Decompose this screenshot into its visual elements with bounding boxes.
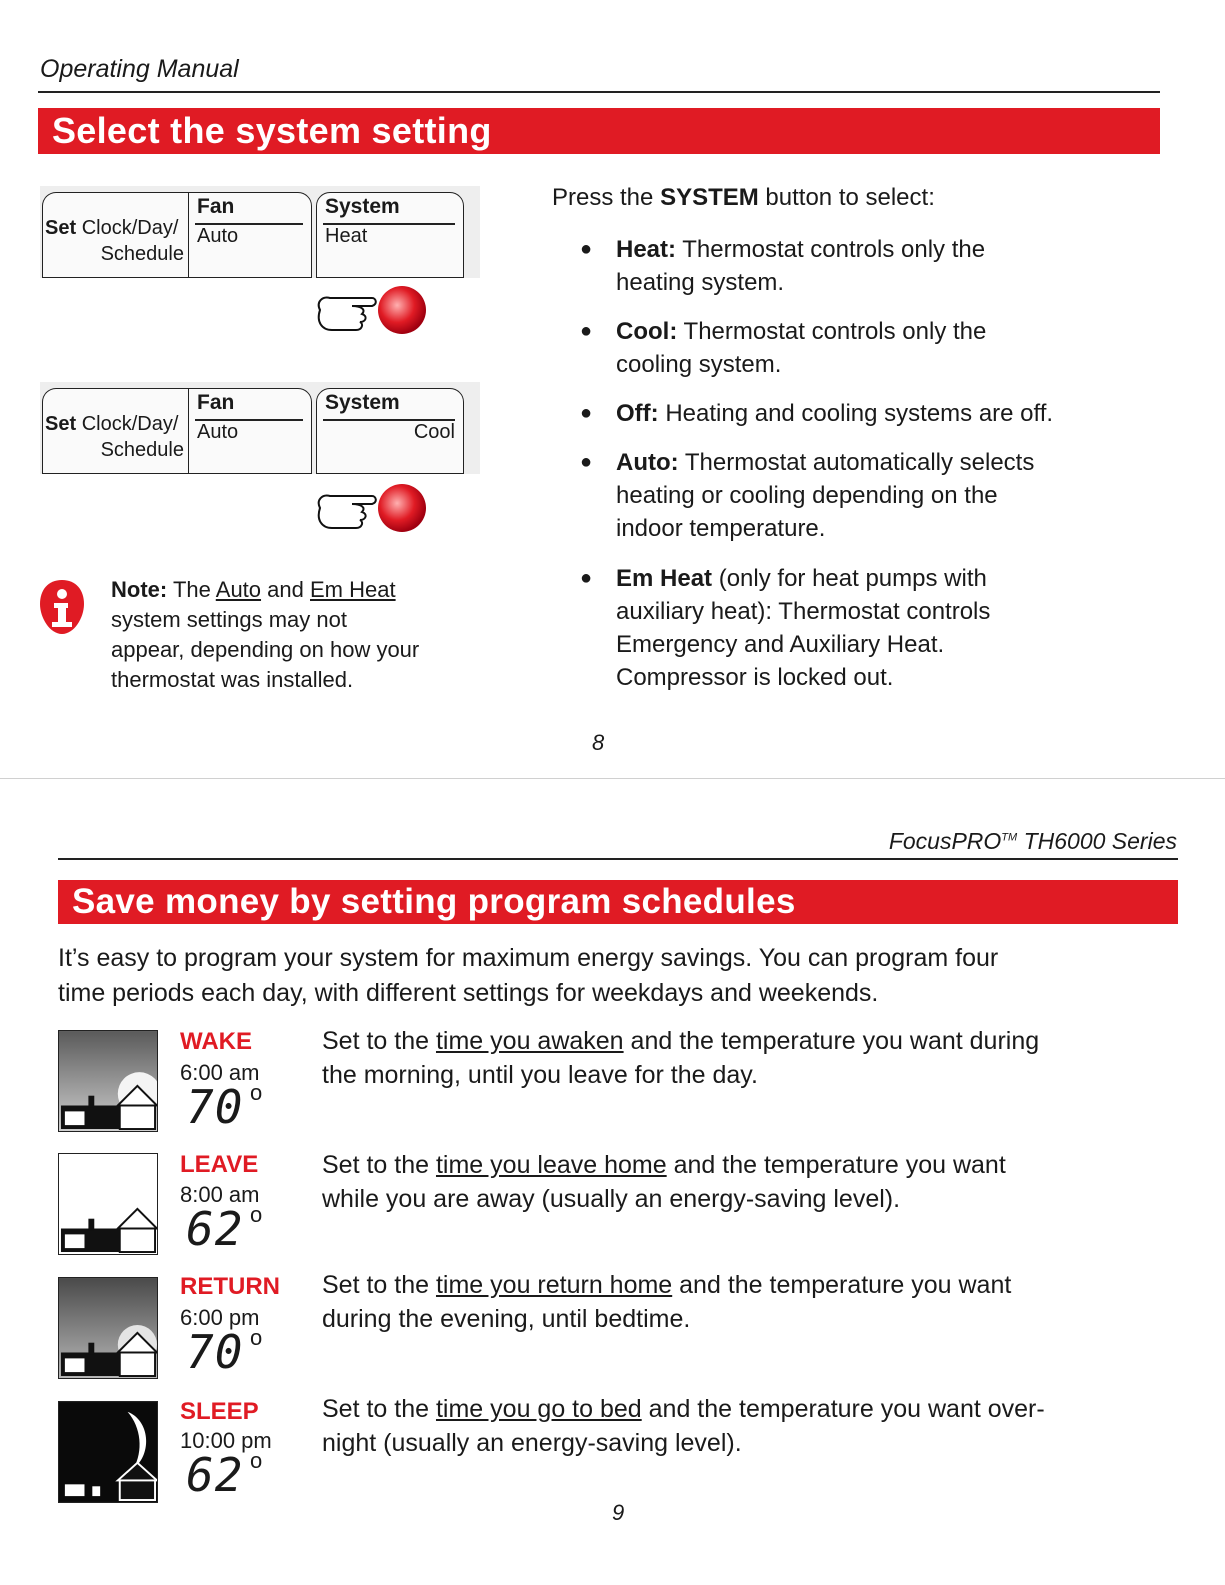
section-banner-schedules <box>58 880 1178 924</box>
set-text-schedule: Schedule <box>100 243 184 265</box>
set-clock-button[interactable] <box>42 192 188 278</box>
banner-title: Select the system setting <box>52 110 492 151</box>
schedule-temp: 62 <box>186 1448 244 1502</box>
bullet-text: cooling system. <box>616 351 782 378</box>
page-number-9: 9 <box>612 1500 625 1525</box>
info-icon <box>38 578 86 636</box>
bullet-off <box>580 397 1176 430</box>
system-button[interactable] <box>316 388 464 474</box>
schedule-description <box>322 1024 1182 1092</box>
series-header <box>889 828 1177 855</box>
bullet-text: Thermostat automatically selects <box>684 449 1035 476</box>
schedule-time: 6:00 pm <box>180 1305 260 1330</box>
bullet-dot: ● <box>580 238 593 260</box>
bullet-text: Compressor is locked out. <box>616 664 894 691</box>
running-head: Operating Manual <box>40 55 239 83</box>
sleep-night-icon <box>58 1401 158 1503</box>
note-text: The <box>172 577 211 602</box>
bullet-term: Em Heat <box>616 565 713 592</box>
bullet-text: auxiliary heat): Thermostat controls <box>616 598 991 625</box>
bullet-em-heat <box>580 562 1176 694</box>
bullet-dot: ● <box>580 451 593 473</box>
bullet-term: Off: <box>616 400 659 427</box>
desc-text: Set to the <box>322 1395 430 1423</box>
bullet-heat <box>580 233 1176 299</box>
press-pre: Press the <box>552 184 654 211</box>
schedule-description <box>322 1268 1182 1336</box>
fan-head: Fan <box>197 391 235 414</box>
degree-symbol: o <box>250 1202 263 1227</box>
desc-text: and the temperature you want <box>679 1271 1012 1299</box>
schedule-label: WAKE <box>180 1028 252 1055</box>
note-text: appear, depending on how your <box>111 637 420 662</box>
bullet-text: (only for heat pumps with <box>718 565 987 592</box>
bullet-text: Thermostat controls only the <box>683 318 987 345</box>
press-instruction <box>552 184 935 212</box>
fan-head: Fan <box>197 195 235 218</box>
desc-text: and the temperature you want <box>673 1151 1006 1179</box>
system-button[interactable] <box>316 192 464 278</box>
degree-symbol: o <box>250 1448 263 1473</box>
schedule-time: 10:00 pm <box>180 1428 272 1453</box>
note-text: and <box>267 577 304 602</box>
page-separator <box>0 778 1225 779</box>
set-text: Clock/Day/ <box>81 413 179 435</box>
intro-line: It’s easy to program your system for maximum energy savings. You can program four <box>58 944 999 972</box>
bullet-text: heating system. <box>616 269 785 296</box>
header-rule <box>58 858 1178 860</box>
schedule-temp: 62 <box>186 1202 244 1256</box>
bullet-text: indoor temperature. <box>616 515 826 542</box>
bullet-text: Heating and cooling systems are off. <box>665 400 1054 427</box>
section-banner-system <box>38 108 1160 154</box>
desc-underlined: time you return home <box>435 1271 673 1299</box>
thermostat-display-heat <box>40 186 480 278</box>
desc-text: the morning, until you leave for the day. <box>322 1061 758 1089</box>
schedule-description <box>322 1148 1182 1216</box>
system-value: Cool <box>413 421 455 443</box>
wake-morning-icon <box>58 1030 158 1132</box>
system-value: Heat <box>325 225 368 247</box>
desc-text: Set to the <box>322 1027 430 1055</box>
system-head: System <box>325 195 400 218</box>
series-model: TH6000 Series <box>1023 828 1177 854</box>
schedule-label: LEAVE <box>180 1151 259 1178</box>
bullet-term: Auto: <box>616 449 679 476</box>
bullet-text: heating or cooling depending on the <box>616 482 998 509</box>
trademark: TM <box>1001 831 1018 844</box>
fan-button[interactable] <box>188 192 312 278</box>
schedule-label: SLEEP <box>180 1398 259 1425</box>
desc-text: and the temperature you want over- <box>648 1395 1045 1423</box>
desc-text: Set to the <box>322 1151 430 1179</box>
desc-text: while you are away (usually an energy-saving level). <box>322 1185 901 1213</box>
note-em-heat: Em Heat <box>310 577 396 602</box>
schedule-time: 6:00 am <box>180 1060 260 1085</box>
schedule-time: 8:00 am <box>180 1182 260 1207</box>
schedule-temp: 70 <box>186 1080 244 1134</box>
leave-daytime-icon <box>58 1153 158 1255</box>
degree-symbol: o <box>250 1080 263 1105</box>
note-text: thermostat was installed. <box>111 667 354 692</box>
finger-press-icon <box>312 482 432 534</box>
fan-button[interactable] <box>188 388 312 474</box>
schedule-description <box>322 1392 1182 1460</box>
press-post: button to select: <box>765 184 935 211</box>
desc-underlined: time you awaken <box>435 1027 624 1055</box>
bullet-text: Emergency and Auxiliary Heat. <box>616 631 945 658</box>
header-rule <box>38 91 1160 93</box>
bullet-auto <box>580 446 1176 545</box>
bullet-dot: ● <box>580 402 593 424</box>
thermostat-display-cool <box>40 382 480 474</box>
degree-symbol: o <box>250 1325 263 1350</box>
finger-press-icon <box>312 284 432 336</box>
desc-text: during the evening, until bedtime. <box>322 1305 691 1333</box>
page-number-8: 8 <box>592 730 605 755</box>
return-evening-icon <box>58 1277 158 1379</box>
set-text: Clock/Day/ <box>81 217 179 239</box>
schedule-temp: 70 <box>186 1325 244 1379</box>
bullet-text: Thermostat controls only the <box>682 236 986 263</box>
banner-title: Save money by setting program schedules <box>72 882 796 921</box>
set-clock-button[interactable] <box>42 388 188 474</box>
desc-text: Set to the <box>322 1271 430 1299</box>
bullet-cool <box>580 315 1176 381</box>
set-label: Set <box>45 217 77 239</box>
fan-value: Auto <box>197 421 239 443</box>
system-head: System <box>325 391 400 414</box>
intro-paragraph <box>58 941 1178 1011</box>
note-text: system settings may not <box>111 607 347 632</box>
series-brand: FocusPRO <box>888 828 1002 854</box>
desc-text: and the temperature you want during <box>630 1027 1040 1055</box>
note-label: Note: <box>111 577 168 602</box>
bullet-term: Heat: <box>616 236 677 263</box>
set-label: Set <box>45 413 77 435</box>
intro-line: time periods each day, with different settings for weekdays and weekends. <box>58 979 879 1007</box>
system-keyword: SYSTEM <box>660 184 759 211</box>
desc-text: night (usually an energy-saving level). <box>322 1429 742 1457</box>
bullet-dot: ● <box>580 567 593 589</box>
schedule-label: RETURN <box>180 1273 280 1300</box>
desc-underlined: time you go to bed <box>435 1395 642 1423</box>
note-auto: Auto <box>215 577 262 602</box>
fan-value: Auto <box>197 225 239 247</box>
bullet-dot: ● <box>580 320 593 342</box>
note-block <box>111 575 501 695</box>
desc-underlined: time you leave home <box>435 1151 667 1179</box>
bullet-term: Cool: <box>616 318 678 345</box>
set-text-schedule: Schedule <box>100 439 184 461</box>
